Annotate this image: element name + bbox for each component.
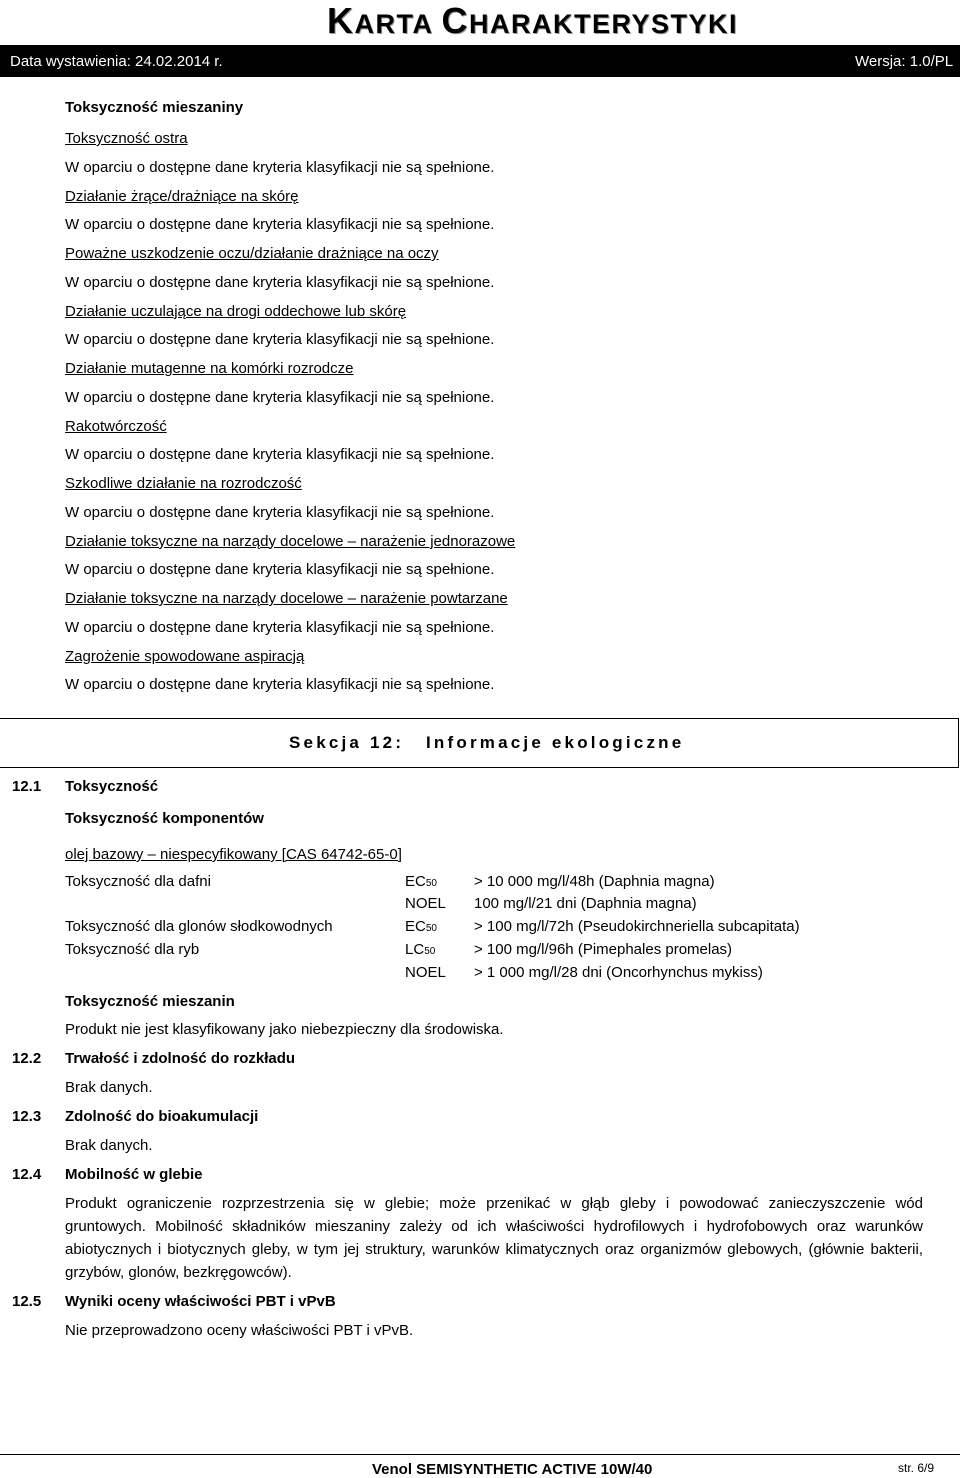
hazard-label: Szkodliwe działanie na rozrodczość bbox=[65, 475, 302, 492]
footer-product-name: Venol SEMISYNTHETIC ACTIVE 10W/40 bbox=[372, 1461, 653, 1478]
subsection-title: Mobilność w glebie bbox=[65, 1166, 203, 1183]
mixture-heading: Toksyczność mieszanin bbox=[65, 993, 235, 1010]
subsection-title: Trwałość i zdolność do rozkładu bbox=[65, 1050, 296, 1067]
subsection-text: Nie przeprowadzono oceny właściwości PBT i vPvB. bbox=[65, 1322, 414, 1339]
header-bar bbox=[0, 45, 960, 77]
hazard-label: Toksyczność ostra bbox=[65, 130, 188, 147]
hazard-label: Działanie uczulające na drogi oddechowe lub skórę bbox=[65, 302, 407, 320]
hazard-text: W oparciu o dostępne dane kryteria klasyfikacji nie są spełnione. bbox=[65, 503, 495, 521]
section-title: Informacje ekologiczne bbox=[426, 733, 685, 752]
hazard-text: W oparciu o dostępne dane kryteria klasyfikacji nie są spełnione. bbox=[65, 216, 495, 233]
hazard-label: Zagrożenie spowodowane aspiracją bbox=[65, 647, 305, 665]
tox-row-param: EC50 bbox=[405, 918, 437, 935]
footer-page-number: str. 6/9 bbox=[898, 1461, 935, 1475]
tox-row-value: > 1 000 mg/l/28 dni (Oncorhynchus mykiss) bbox=[474, 964, 763, 981]
hazard-text: W oparciu o dostępne dane kryteria klasyfikacji nie są spełnione. bbox=[65, 158, 495, 176]
version: Wersja: 1.0/PL bbox=[855, 53, 954, 70]
component-name: olej bazowy – niespecyfikowany [CAS 64742-65-0] bbox=[65, 846, 402, 863]
tox-row-label: Toksyczność dla glonów słodkowodnych bbox=[65, 918, 333, 935]
tox-row-param: NOEL bbox=[405, 895, 446, 912]
hazard-text: W oparciu o dostępne dane kryteria klasyfikacji nie są spełnione. bbox=[65, 273, 495, 291]
tox-row-param: EC50 bbox=[405, 873, 437, 890]
subsection-number: 12.4 bbox=[12, 1166, 42, 1183]
subsection-title: Zdolność do bioakumulacji bbox=[65, 1108, 259, 1125]
components-heading: Toksyczność komponentów bbox=[65, 810, 264, 827]
tox-row-value: > 100 mg/l/72h (Pseudokirchneriella subcapitata) bbox=[474, 918, 800, 935]
mixture-toxicity-heading: Toksyczność mieszaniny bbox=[65, 99, 244, 116]
issue-date: Data wystawienia: 24.02.2014 r. bbox=[10, 53, 223, 70]
hazard-label: Poważne uszkodzenie oczu/działanie drażniące na oczy bbox=[65, 245, 439, 262]
subsection-title: Toksyczność bbox=[65, 778, 159, 795]
tox-row-value: > 100 mg/l/96h (Pimephales promelas) bbox=[474, 941, 733, 958]
hazard-text: W oparciu o dostępne dane kryteria klasyfikacji nie są spełnione. bbox=[65, 446, 495, 463]
hazard-label: Działanie toksyczne na narządy docelowe – narażenie jednorazowe bbox=[65, 532, 516, 550]
subsection-number: 12.1 bbox=[12, 778, 42, 795]
tox-row-param: NOEL bbox=[405, 964, 446, 981]
hazard-text: W oparciu o dostępne dane kryteria klasyfikacji nie są spełnione. bbox=[65, 561, 495, 578]
hazard-text: W oparciu o dostępne dane kryteria klasyfikacji nie są spełnione. bbox=[65, 676, 495, 693]
subsection-text: Brak danych. bbox=[65, 1079, 153, 1096]
subsection-paragraph: Produkt ograniczenie rozprzestrzenia się w glebie; może przenikać w głąb gleby i powodować zanieczyszczenie wód gruntowych. Mobilność składników mieszaniny zależy od ich właściwości hydrofilowych i hydrofobowych oraz warunków abiotycznych i biotycznych gleby, w tym jej struktury, warunków klimatycznych oraz organizmów glebowych, (głównie bakterii, grzybów, glonów, bezkręgowców). bbox=[65, 1195, 923, 1281]
subsection-text: Brak danych. bbox=[65, 1137, 153, 1154]
tox-row-param: LC50 bbox=[405, 941, 436, 958]
hazard-label: Rakotwórczość bbox=[65, 417, 167, 435]
subsection-number: 12.2 bbox=[12, 1050, 42, 1067]
section-label: Sekcja 12: bbox=[289, 733, 405, 752]
subsection-title: Wyniki oceny właściwości PBT i vPvB bbox=[65, 1293, 336, 1310]
hazard-text: W oparciu o dostępne dane kryteria klasyfikacji nie są spełnione. bbox=[65, 388, 495, 406]
hazard-text: W oparciu o dostępne dane kryteria klasyfikacji nie są spełnione. bbox=[65, 331, 495, 348]
tox-row-label: Toksyczność dla ryb bbox=[65, 941, 200, 958]
document-title: KARTA CHARAKTERYSTYKI bbox=[327, 0, 738, 41]
footer-divider bbox=[0, 1454, 960, 1455]
hazard-label: Działanie toksyczne na narządy docelowe – narażenie powtarzane bbox=[65, 590, 508, 607]
hazard-text: W oparciu o dostępne dane kryteria klasyfikacji nie są spełnione. bbox=[65, 618, 495, 636]
subsection-number: 12.3 bbox=[12, 1108, 42, 1125]
tox-row-value: 100 mg/l/21 dni (Daphnia magna) bbox=[474, 895, 697, 912]
hazard-label: Działanie żrące/drażniące na skórę bbox=[65, 187, 299, 205]
tox-row-value: > 10 000 mg/l/48h (Daphnia magna) bbox=[474, 873, 715, 890]
tox-row-label: Toksyczność dla dafni bbox=[65, 873, 211, 890]
hazard-label: Działanie mutagenne na komórki rozrodcze bbox=[65, 360, 354, 377]
subsection-number: 12.5 bbox=[12, 1293, 42, 1310]
mixture-text: Produkt nie jest klasyfikowany jako niebezpieczny dla środowiska. bbox=[65, 1021, 504, 1038]
